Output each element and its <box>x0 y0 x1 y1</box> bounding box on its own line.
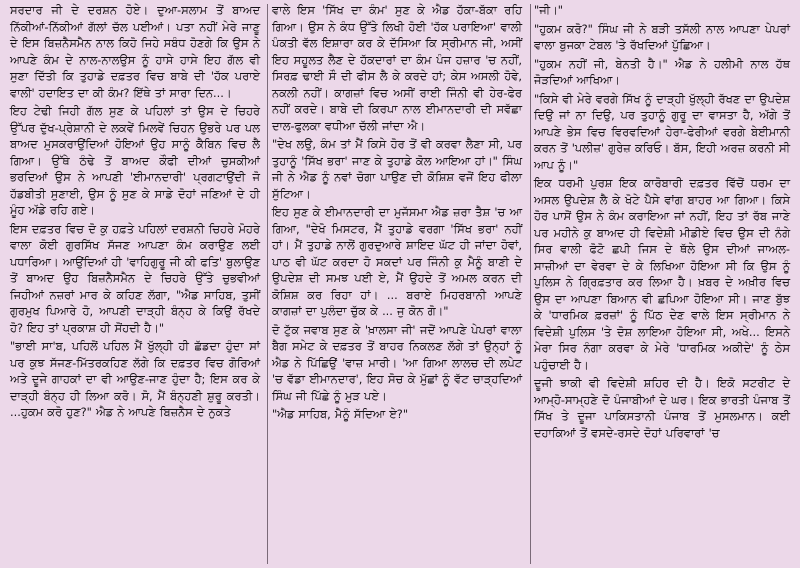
paragraph: ਦੂਜੀ ਝਾਕੀ ਵੀ ਵਿਦੇਸ਼ੀ ਸ਼ਹਿਰ ਦੀ ਹੈ। ਇਕੋ ਸਟਰੀਟ ਦੇ ਆਮ੍ਹੋ-ਸਾਮ੍ਹਣੇ ਦੋ ਪੰਜਾਬੀਆਂ ਦੇ ਘਰ। ਇਕ ਭਾਰਤੀ ਪੰਜਾਬ ਤੋਂ ਸਿੱਖ ਤੇ ਦੂਜਾ ਪਾਕਿਸਤਾਨੀ ਪੰਜਾਬ ਤੋਂ ਮੁਸਲਮਾਨ। ਕਈ ਦਹਾਕਿਆਂ ਤੋਂ ਵਸਦੇ-ਰਸਦੇ ਦੋਹਾਂ ਪਰਿਵਾਰਾਂ 'ਚ <box>534 376 790 440</box>
paragraph: ਵਾਲੇ ਇਸ 'ਸਿੱਖ ਦਾ ਕੰਮ' ਸੁਣ ਕੇ ਐਡ ਹੱਕਾ-ਬੱਕਾ ਰਹਿ ਗਿਆ। ਉਸ ਨੇ ਕੰਧ ਉੱਤੇ ਲਿਖੀ ਹੋਈ 'ਹੱਕ ਪਰਾਇਆ' ਵਾਲੀ ਪੰਕਤੀ ਵੱਲ ਇਸ਼ਾਰਾ ਕਰ ਕੇ ਦੱਸਿਆ ਕਿ ਸ੍ਰੀਮਾਨ ਜੀ, ਅਸੀਂ ਇਹ ਸਹੂਲਤ ਲੈਣ ਦੇ ਹੱਕਦਾਰਾਂ ਦਾ ਕੰਮ ਪੰਜ ਹਜ਼ਾਰ 'ਚ ਨਹੀਂ, ਸਿਰਫ਼ ਢਾਈ ਸੌ ਦੀ ਫੀਸ ਲੈ ਕੇ ਕਰਦੇ ਹਾਂ; ਕੇਸ ਅਸਲੀ ਹੋਵੇ, ਨਕਲੀ ਨਹੀਂ। ਕਾਗਜ਼ਾਂ ਵਿਚ ਅਸੀਂ ਰਾਈ ਜਿੰਨੀ ਵੀ ਹੇਰ-ਫੇਰ ਨਹੀਂ ਕਰਦੇ। ਬਾਬੇ ਦੀ ਕਿਰਪਾ ਨਾਲ ਈਮਾਨਦਾਰੀ ਦੀ ਸਵੱਛਾ ਦਾਲ-ਫੁਲਕਾ ਵਧੀਆ ਚੱਲੀ ਜਾਂਦਾ ਐ। <box>272 3 522 133</box>
paragraph: "ਹੁਕਮ ਕਰੋ?" ਸਿੰਘ ਜੀ ਨੇ ਬੜੀ ਤਸੱਲੀ ਨਾਲ ਆਪਣਾ ਪੇਪਰਾਂ ਵਾਲਾ ਬੁਜਕਾ ਟੇਬਲ 'ਤੇ ਰੱਖਦਿਆਂ ਪੁੱਛਿਆ। <box>534 21 790 52</box>
text-column-3 <box>528 2 796 566</box>
text-column-1 <box>4 2 266 566</box>
text-column-2 <box>266 2 528 566</box>
paragraph: ਇਕ ਧਰਮੀ ਪੁਰਸ਼ ਇਕ ਕਾਰੋਬਾਰੀ ਦਫ਼ਤਰ ਵਿੱਚੋਂ ਧਰਮ ਦਾ ਅਸਲ ਉਪਦੇਸ਼ ਲੈ ਕੇ ਖੋਟੇ ਪੈਸੇ ਵਾਂਗ ਬਾਹਰ ਆ ਗਿਆ। ਕਿਸੇ ਹੋਰ ਪਾਸੋਂ ਉਸ ਨੇ ਕੰਮ ਕਰਾਇਆ ਜਾਂ ਨਹੀਂ, ਇਹ ਤਾਂ ਰੱਬ ਜਾਣੇ ਪਰ ਮਹੀਨੇ ਕੁ ਬਾਅਦ ਹੀ ਵਿਦੇਸ਼ੀ ਮੀਡੀਏ ਵਿਚ ਉਸ ਦੀ ਨੰਗੇ ਸਿਰ ਵਾਲੀ ਫੋਟੋ ਛਪੀ ਜਿਸ ਦੇ ਥੱਲੇ ਉਸ ਦੀਆਂ ਜਾਅਲ-ਸਾਜ਼ੀਆਂ ਦਾ ਵੇਰਵਾ ਦੇ ਕੇ ਲਿਖਿਆ ਹੋਇਆ ਸੀ ਕਿ ਉਸ ਨੂੰ ਪੁਲਿਸ ਨੇ ਗ੍ਰਿਫ਼ਤਾਰ ਕਰ ਲਿਆ ਹੈ। ਖ਼ਬਰ ਦੇ ਅਖ਼ੀਰ ਵਿਚ ਉਸ ਦਾ ਆਪਣਾ ਬਿਆਨ ਵੀ ਛਪਿਆ ਹੋਇਆ ਸੀ। ਜਾਣ ਬੁੱਝ ਕੇ 'ਧਾਰਮਿਕ ਫ਼ਰਜ਼ਾਂ' ਨੂੰ ਪਿੱਠ ਦੇਣ ਵਾਲੇ ਇਸ ਸ੍ਰੀਮਾਨ ਨੇ ਵਿਦੇਸ਼ੀ ਪੁਲਿਸ 'ਤੇ ਦੋਸ਼ ਲਾਇਆ ਹੋਇਆ ਸੀ, ਅਖੇ... ਇਸਨੇ ਮੇਰਾ ਸਿਰ ਨੰਗਾ ਕਰਵਾ ਕੇ ਮੇਰੇ 'ਧਾਰਮਿਕ ਅਕੀਦੇ' ਨੂੰ ਠੇਸ ਪਹੁੰਚਾਈ ਹੈ। <box>534 176 790 372</box>
paragraph: ਇਸ ਦਫ਼ਤਰ ਵਿਚ ਦੋ ਕੁ ਹਫ਼ਤੇ ਪਹਿਲਾਂ ਦਰਸ਼ਨੀ ਚਿਹਰੇ ਮੋਹਰੇ ਵਾਲਾ ਕੋਈ ਗੁਰਸਿੱਖ ਸੱਜਣ ਆਪਣਾ ਕੰਮ ਕਰਾਉਣ ਲਈ ਪਧਾਰਿਆ। ਆਉਂਦਿਆਂ ਹੀ 'ਵਾਹਿਗੁਰੂ ਜੀ ਕੀ ਫਤਿ' ਬੁਲਾਉਣ ਤੋਂ ਬਾਅਦ ਉਹ ਬਿਜ਼ਨੈਸਮੈਨ ਦੇ ਚਿਹਰੇ ਉੱਤੇ ਚੁਭਵੀਆਂ ਜਿਹੀਆਂ ਨਜ਼ਰਾਂ ਮਾਰ ਕੇ ਕਹਿਣ ਲੱਗਾ, "ਐਡ ਸਾਹਿਬ, ਤੁਸੀਂ ਗੁਰਮੁਖ ਪਿਆਰੇ ਹੋ, ਆਪਣੀ ਦਾੜ੍ਹੀ ਬੰਨ੍ਹ ਕੇ ਕਿਉਂ ਰੱਖਦੇ ਹੋ? ਇਹ ਤਾਂ ਪ੍ਰਕਾਸ਼ ਹੀ ਸੋਂਹਦੀ ਹੈ।" <box>10 221 260 335</box>
paragraph: "ਦੇਖ ਲਉ, ਕੰਮ ਤਾਂ ਮੈਂ ਕਿਸੇ ਹੋਰ ਤੋਂ ਵੀ ਕਰਵਾ ਲੈਣਾ ਸੀ, ਪਰ ਤੁਹਾਨੂੰ 'ਸਿੱਖ ਭਰਾ' ਜਾਣ ਕੇ ਤੁਹਾਡੇ ਕੋਲ ਆਇਆ ਹਾਂ।" ਸਿੰਘ ਜੀ ਨੇ ਐਡ ਨੂੰ ਨਵਾਂ ਚੋਗਾ ਪਾਉਣ ਦੀ ਕੋਸ਼ਿਸ਼ ਵਜੋਂ ਇਹ ਫੀਲਾ ਸੁੱਟਿਆ। <box>272 137 522 201</box>
paragraph: ਸਰਦਾਰ ਜੀ ਦੇ ਦਰਸ਼ਨ ਹੋਏ। ਦੁਆ-ਸਲਾਮ ਤੋਂ ਬਾਅਦ ਨਿੱਕੀਆਂ-ਨਿੱਕੀਆਂ ਗੱਲਾਂ ਚੱਲ ਪਈਆਂ। ਪਤਾ ਨਹੀਂ ਮੇਰੇ ਜਾਣੂ ਦੇ ਇਸ ਬਿਜ਼ਨੈਸਮੈਨ ਨਾਲ ਕਿਹੋ ਜਿਹੇ ਸਬੰਧ ਹੋਣਗੇ ਕਿ ਉਸ ਨੇ ਆਪਣੇ ਕੰਮ ਦੇ ਨਾਲ-ਨਾਲਉਸ ਨੂੰ ਹਾਸੇ ਹਾਸੇ ਇਹ ਗੱਲ ਵੀ ਸੁਣਾ ਦਿੱਤੀ ਕਿ ਤੁਹਾਡੇ ਦਫ਼ਤਰ ਵਿਚ ਬਾਬੇ ਦੀ 'ਹੱਕ ਪਰਾਏ ਵਾਲੀ' ਹਦਾਇਤ ਦਾ ਕੀ ਕੰਮ? ਇੱਥੇ ਤਾਂ ਸਾਰਾ ਦਿਨ...। <box>10 3 260 100</box>
paragraph: "ਐਡ ਸਾਹਿਬ, ਮੈਨੂੰ ਸੱਦਿਆ ਏ?" <box>272 407 409 421</box>
paragraph: ਦੋ ਟੁੱਕ ਜਵਾਬ ਸੁਣ ਕੇ 'ਖ਼ਾਲਸਾ ਜੀ' ਜਦੋਂ ਆਪਣੇ ਪੇਪਰਾਂ ਵਾਲਾ ਬੈਗ ਸਮੇਟ ਕੇ ਦਫ਼ਤਰ ਤੋਂ ਬਾਹਰ ਨਿਕਲਣ ਲੱਗੇ ਤਾਂ ਉਨ੍ਹਾਂ ਨੂੰ ਐਡ ਨੇ ਪਿੱਛਿਉਂ 'ਵਾਜ਼ ਮਾਰੀ। 'ਆ ਗਿਆ ਲਾਲਚ ਦੀ ਲਪੇਟ 'ਚ ਵੱਡਾ ਈਮਾਨਦਾਰ', ਇਹ ਸੋਚ ਕੇ ਮੁੱਛਾਂ ਨੂੰ ਵੱਟ ਚਾੜ੍ਹਦਿਆਂ ਸਿੰਘ ਜੀ ਪਿੱਛੇ ਨੂੰ ਮੁੜ ਪਏ। <box>272 322 522 403</box>
paragraph: "ਕਿਸੇ ਵੀ ਮੇਰੇ ਵਰਗੇ ਸਿੱਖ ਨੂੰ ਦਾੜ੍ਹੀ ਖੁੱਲ੍ਹੀ ਰੱਖਣ ਦਾ ਉਪਦੇਸ਼ ਦਿਉ ਜਾਂ ਨਾ ਦਿਉ, ਪਰ ਤੁਹਾਨੂੰ ਗੁਰੂ ਦਾ ਵਾਸਤਾ ਹੈ, ਅੱਗੇ ਤੋਂ ਆਪਣੇ ਭੇਸ ਵਿਚ ਵਿਰਵਦਿਆਂ ਹੇਰਾ-ਫੇਰੀਆਂ ਵਰਗੇ ਬੇਈਮਾਨੀ ਕਰਨ ਤੋਂ 'ਪਲੀਜ਼' ਗੁਰੇਜ਼ ਕਰਿਓ। ਬੱਸ, ਇਹੀ ਅਰਜ਼ ਕਰਨੀ ਸੀ ਆਪ ਨੂੰ।" <box>534 91 790 172</box>
paragraph: ਇਹ ਸੁਣ ਕੇ ਈਮਾਨਦਾਰੀ ਦਾ ਮੁਜੱਸਮਾ ਐਡ ਜ਼ਰਾ ਤੈਸ਼ 'ਚ ਆ ਗਿਆ, "ਦੇਖੋ ਮਿਸਟਰ, ਮੈਂ ਤੁਹਾਡੇ ਵਰਗਾ 'ਸਿੱਖ ਭਰਾ' ਨਹੀਂ ਹਾਂ। ਮੈਂ ਤੁਹਾਡੇ ਨਾਲੋਂ ਗੁਰਦੁਆਰੇ ਸ਼ਾਇਦ ਘੱਟ ਹੀ ਜਾਂਦਾ ਹੋਵਾਂ, ਪਾਠ ਵੀ ਘੱਟ ਕਰਦਾ ਹੋ ਸਕਦਾਂ ਪਰ ਜਿੰਨੀ ਕੁ ਮੈਨੂੰ ਬਾਣੀ ਦੇ ਉਪਦੇਸ਼ ਦੀ ਸਮਝ ਪਈ ਏ, ਮੈਂ ਉਹਦੇ ਤੋਂ ਅਮਲ ਕਰਨ ਦੀ ਕੋਸ਼ਿਸ਼ ਕਰ ਰਿਹਾ ਹਾਂ। ... ਬਰਾਏ ਮਿਹਰਬਾਨੀ ਆਪਣੇ ਕਾਗਜ਼ਾਂ ਦਾ ਪੁਲੰਦਾ ਚੁੱਕ ਕੇ ... ਜੁ ਕੋਨ ਗੋ।" <box>272 205 522 318</box>
paragraph: "ਹੁਕਮ ਨਹੀਂ ਜੀ, ਬੇਨਤੀ ਹੈ।" ਐਡ ਨੇ ਹਲੀਮੀ ਨਾਲ ਹੱਥ ਜੋੜਦਿਆਂ ਆਖਿਆ। <box>534 56 790 87</box>
paragraph: ਇਹ ਟੇਢੀ ਜਿਹੀ ਗੱਲ ਸੁਣ ਕੇ ਪਹਿਲਾਂ ਤਾਂ ਉਸ ਦੇ ਚਿਹਰੇ ਉੱਪਰ ਦੁੱਖ-ਪ੍ਰੇਸ਼ਾਨੀ ਦੇ ਲਕਵੇਂ ਮਿਲਵੇਂ ਚਿਹਨ ਉਭਰੇ ਪਰ ਪਲ ਬਾਅਦ ਮੁਸਕਰਾਉਂਦਿਆਂ ਹੋਇਆਂ ਉਹ ਸਾਨੂੰ ਕੈਬਿਨ ਵਿਚ ਲੈ ਗਿਆ। ਉੱਥੇ ਠੰਢੇ ਤੋਂ ਬਾਅਦ ਕੌਫੀ ਦੀਆਂ ਚੁਸਕੀਆਂ ਭਰਦਿਆਂ ਉਸ ਨੇ ਆਪਣੀ 'ਈਮਾਨਦਾਰੀ' ਪ੍ਰਗਟਾਉਂਦੀ ਜੋ ਹੱਡਬੀਤੀ ਸੁਣਾਈ, ਉਸ ਨੂੰ ਸੁਣ ਕੇ ਸਾਡੇ ਦੋਹਾਂ ਜਣਿਆਂ ਦੇ ਹੀ ਮੂੰਹ ਅੱਡੇ ਰਹਿ ਗਏ। <box>10 104 260 217</box>
paragraph: "ਭਾਈ ਸਾ'ਬ, ਪਹਿਲੋਂ ਪਹਿਲ ਮੈਂ ਖੁੱਲ੍ਹੀ ਹੀ ਛੱਡਦਾ ਹੁੰਦਾ ਸਾਂ ਪਰ ਕੁਝ ਸੱਜਣ-ਮਿੱਤਰਕਹਿਣ ਲੱਗੇ ਕਿ ਦਫ਼ਤਰ ਵਿਚ ਗੋਰਿਆਂ ਅਤੇ ਦੂਜੇ ਗਾਹਕਾਂ ਦਾ ਵੀ ਆਉਣ-ਜਾਣ ਹੁੰਦਾ ਹੈ; ਇਸ ਕਰ ਕੇ ਦਾੜ੍ਹੀ ਬੰਨ੍ਹ ਹੀ ਲਿਆ ਕਰੋ। ਸੋ, ਮੈਂ ਬੰਨ੍ਹਣੀ ਸ਼ੁਰੂ ਕਰਤੀ। ...ਹੁਕਮ ਕਰੋ ਹੁਣ?" ਐਡ ਨੇ ਆਪਣੇ ਬਿਜ਼ਨੈਸ ਦੇ ਨੁਕਤੇ <box>10 339 260 419</box>
paragraph: "ਜੀ।" <box>534 3 564 17</box>
